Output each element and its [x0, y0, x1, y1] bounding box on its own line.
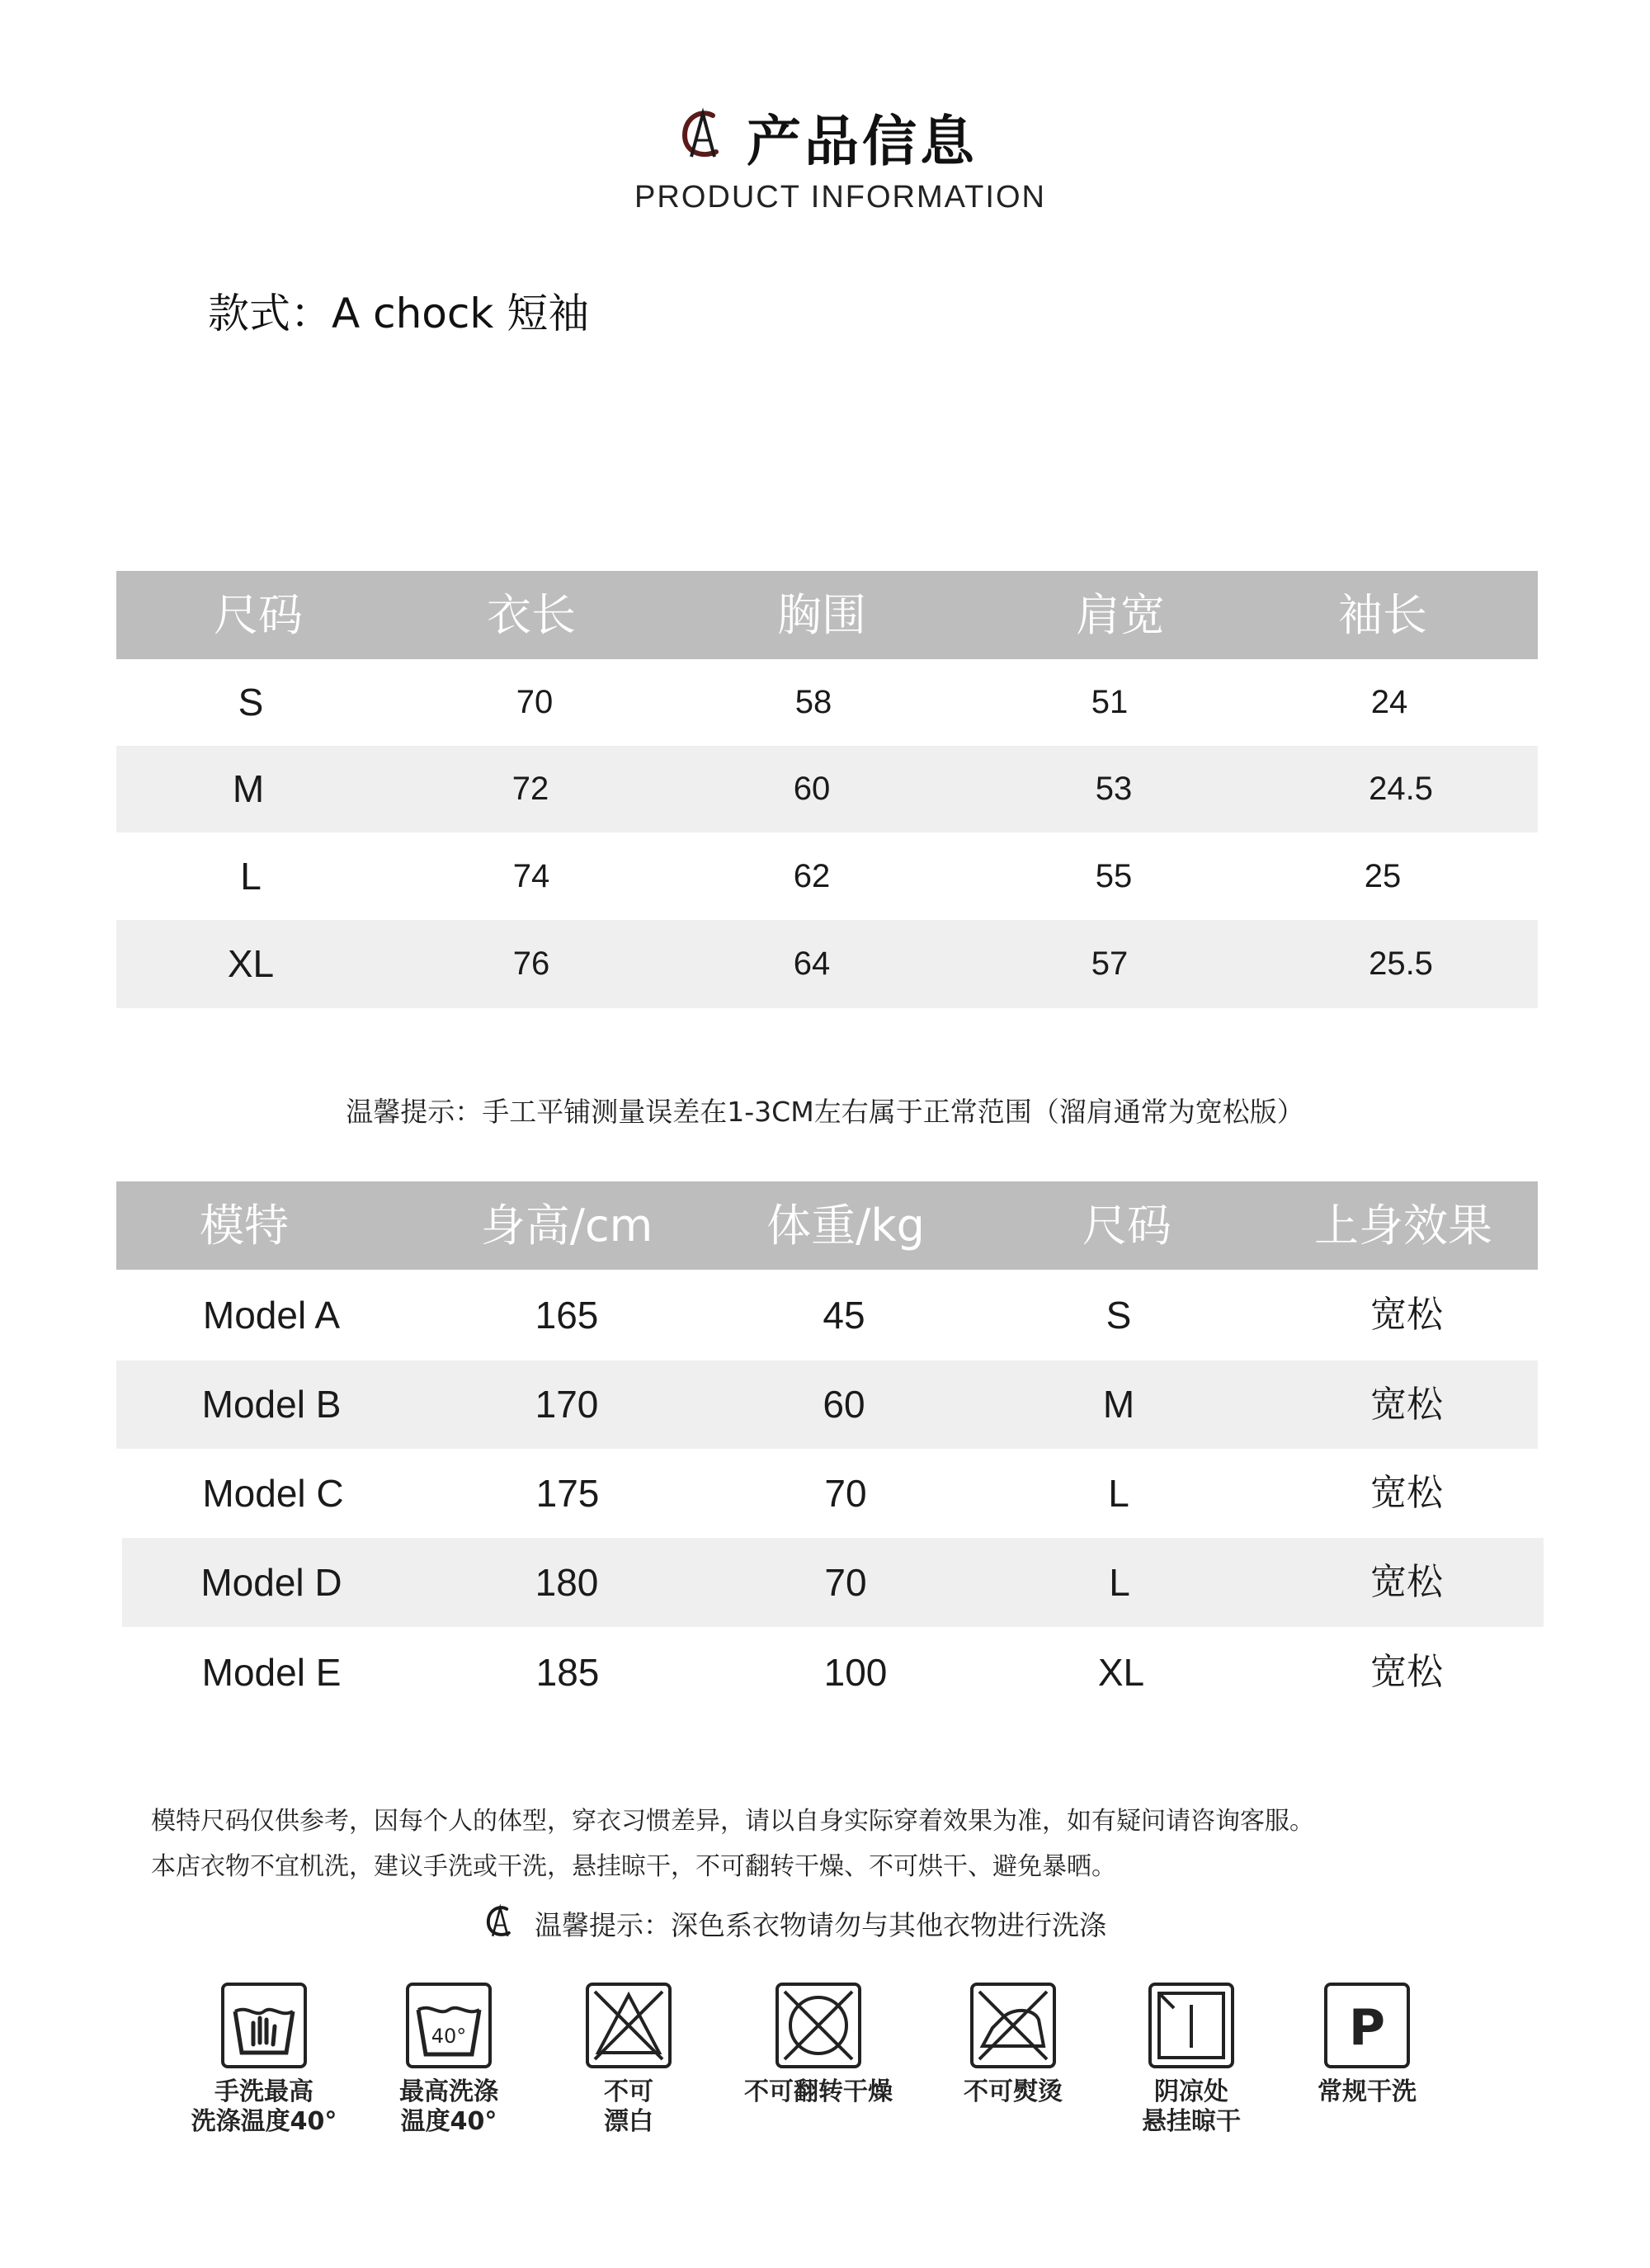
- table-row: [116, 659, 1538, 746]
- care-item-no-iron: [931, 1980, 1096, 2107]
- table-cell: 70: [824, 1561, 867, 1604]
- table-cell: 64: [793, 945, 831, 982]
- table-cell: 51: [1091, 684, 1129, 720]
- table-cell: 74: [512, 858, 550, 894]
- table-row: [122, 1538, 1544, 1627]
- table-cell: 175: [535, 1472, 600, 1515]
- table-cell: 72: [512, 771, 549, 807]
- care-label-line2: 洗涤温度40°: [191, 2107, 337, 2136]
- model-col-height: 身高/cm: [480, 1200, 653, 1252]
- table-cell: 70: [516, 684, 554, 720]
- hand-wash-icon: [219, 1980, 309, 2071]
- table-cell: 24.5: [1369, 771, 1433, 807]
- care-item-dry-clean: [1285, 1980, 1450, 2107]
- care-label-line2: 悬挂晾干: [1142, 2107, 1241, 2136]
- measure-tip: 温馨提示：手工平铺测量误差在1-3CM左右属于正常范围（溜肩通常为宽松版）: [346, 1096, 1304, 1128]
- table-row: [116, 746, 1538, 832]
- dry-clean-letter: P: [1349, 1999, 1385, 2057]
- table-cell: 宽松: [1370, 1472, 1443, 1514]
- table-row: [116, 920, 1538, 1008]
- size-col-chest: 胸围: [777, 589, 866, 641]
- table-cell: L: [240, 855, 262, 898]
- table-cell: 100: [823, 1651, 888, 1694]
- care-item-wash-40: [366, 1980, 531, 2137]
- no-tumble-dry-icon: [773, 1980, 864, 2071]
- care-note: 本店衣物不宜机洗，建议手洗或干洗，悬挂晾干，不可翻转干燥、不可烘干、避免暴晒。: [151, 1852, 1116, 1881]
- table-cell: 185: [535, 1651, 600, 1694]
- wash-temperature-text: 40°: [431, 2025, 467, 2048]
- table-cell: M: [1102, 1383, 1135, 1426]
- no-bleach-icon: [583, 1980, 674, 2071]
- size-col-sleeve: 袖长: [1338, 589, 1427, 641]
- care-item-line-dry-shade: [1109, 1980, 1274, 2137]
- table-cell: 170: [535, 1383, 599, 1426]
- table-cell: XL: [1097, 1651, 1145, 1694]
- table-row: [116, 832, 1538, 920]
- care-item-hand-wash: [182, 1980, 346, 2137]
- table-cell: M: [232, 767, 265, 810]
- table-cell: 76: [512, 945, 550, 982]
- table-cell: S: [238, 681, 264, 724]
- table-cell: 宽松: [1370, 1561, 1443, 1603]
- brand-logo-small-icon: [483, 1903, 516, 1940]
- table-row: [116, 1270, 1538, 1360]
- care-label-line1: 常规干洗: [1318, 2077, 1417, 2106]
- dry-clean-p-icon: [1322, 1980, 1412, 2071]
- model-table-header: [116, 1181, 1538, 1270]
- care-label-line1: 阴凉处: [1154, 2077, 1228, 2106]
- table-cell: 24: [1370, 684, 1408, 720]
- table-cell: Model A: [202, 1294, 341, 1337]
- style-name: 款式：A chock 短袖: [208, 290, 590, 337]
- line-dry-shade-icon: [1146, 1980, 1237, 2071]
- page-title: 产品信息: [747, 110, 978, 173]
- care-label-line2: 漂白: [604, 2107, 653, 2136]
- table-row: [116, 1449, 1538, 1538]
- table-cell: S: [1106, 1294, 1132, 1337]
- size-col-shoulder: 肩宽: [1076, 589, 1165, 641]
- table-cell: 宽松: [1370, 1384, 1443, 1426]
- size-note: 模特尺码仅供参考，因每个人的体型，穿衣习惯差异，请以自身实际穿着效果为准，如有疑问请咨询客服。: [151, 1807, 1314, 1836]
- page-subtitle: PRODUCT INFORMATION: [634, 180, 1046, 215]
- size-col-length: 衣长: [487, 589, 576, 641]
- table-cell: L: [1108, 1472, 1129, 1515]
- table-cell: Model C: [202, 1472, 344, 1515]
- table-cell: Model E: [201, 1651, 342, 1694]
- table-cell: 60: [823, 1383, 865, 1426]
- model-col-fit: 上身效果: [1314, 1200, 1492, 1252]
- table-cell: 25: [1364, 858, 1402, 894]
- table-cell: 58: [794, 684, 832, 720]
- care-item-no-bleach: [546, 1980, 711, 2137]
- size-col-size: 尺码: [214, 589, 303, 641]
- model-col-weight: 体重/kg: [766, 1200, 925, 1252]
- model-table: [116, 1181, 1538, 1701]
- table-cell: 25.5: [1369, 945, 1433, 982]
- table-cell: XL: [227, 942, 275, 985]
- table-cell: 宽松: [1370, 1651, 1443, 1693]
- care-item-no-tumble-dry: [736, 1980, 901, 2107]
- care-label-line1: 最高洗涤: [399, 2077, 498, 2106]
- table-cell: 165: [535, 1294, 599, 1337]
- table-row: [116, 1627, 1538, 1718]
- brand-logo-icon: [676, 106, 726, 163]
- table-cell: 70: [824, 1472, 867, 1515]
- wash-40-icon: [403, 1980, 494, 2071]
- care-label-line2: 温度40°: [400, 2107, 497, 2136]
- table-row: [116, 1360, 1538, 1449]
- table-cell: 宽松: [1370, 1294, 1443, 1336]
- table-cell: 62: [793, 858, 831, 894]
- model-col-model: 模特: [200, 1200, 289, 1252]
- wash-tip: 温馨提示：深色系衣物请勿与其他衣物进行洗涤: [535, 1909, 1106, 1941]
- table-cell: Model B: [201, 1383, 342, 1426]
- table-cell: 60: [793, 771, 831, 807]
- size-table: [116, 571, 1538, 1019]
- table-cell: 55: [1095, 858, 1133, 894]
- care-label-line1: 不可翻转干燥: [744, 2077, 893, 2106]
- table-cell: L: [1109, 1561, 1130, 1604]
- model-col-size: 尺码: [1082, 1200, 1172, 1252]
- size-table-header: [116, 571, 1538, 659]
- table-cell: 57: [1091, 945, 1129, 982]
- table-cell: 45: [823, 1294, 865, 1337]
- table-cell: Model D: [200, 1561, 342, 1604]
- care-label-line1: 手洗最高: [214, 2077, 314, 2106]
- no-iron-icon: [968, 1980, 1058, 2071]
- table-cell: 180: [535, 1561, 599, 1604]
- care-label-line1: 不可: [604, 2077, 653, 2106]
- table-cell: 53: [1095, 771, 1133, 807]
- care-label-line1: 不可熨烫: [964, 2077, 1063, 2106]
